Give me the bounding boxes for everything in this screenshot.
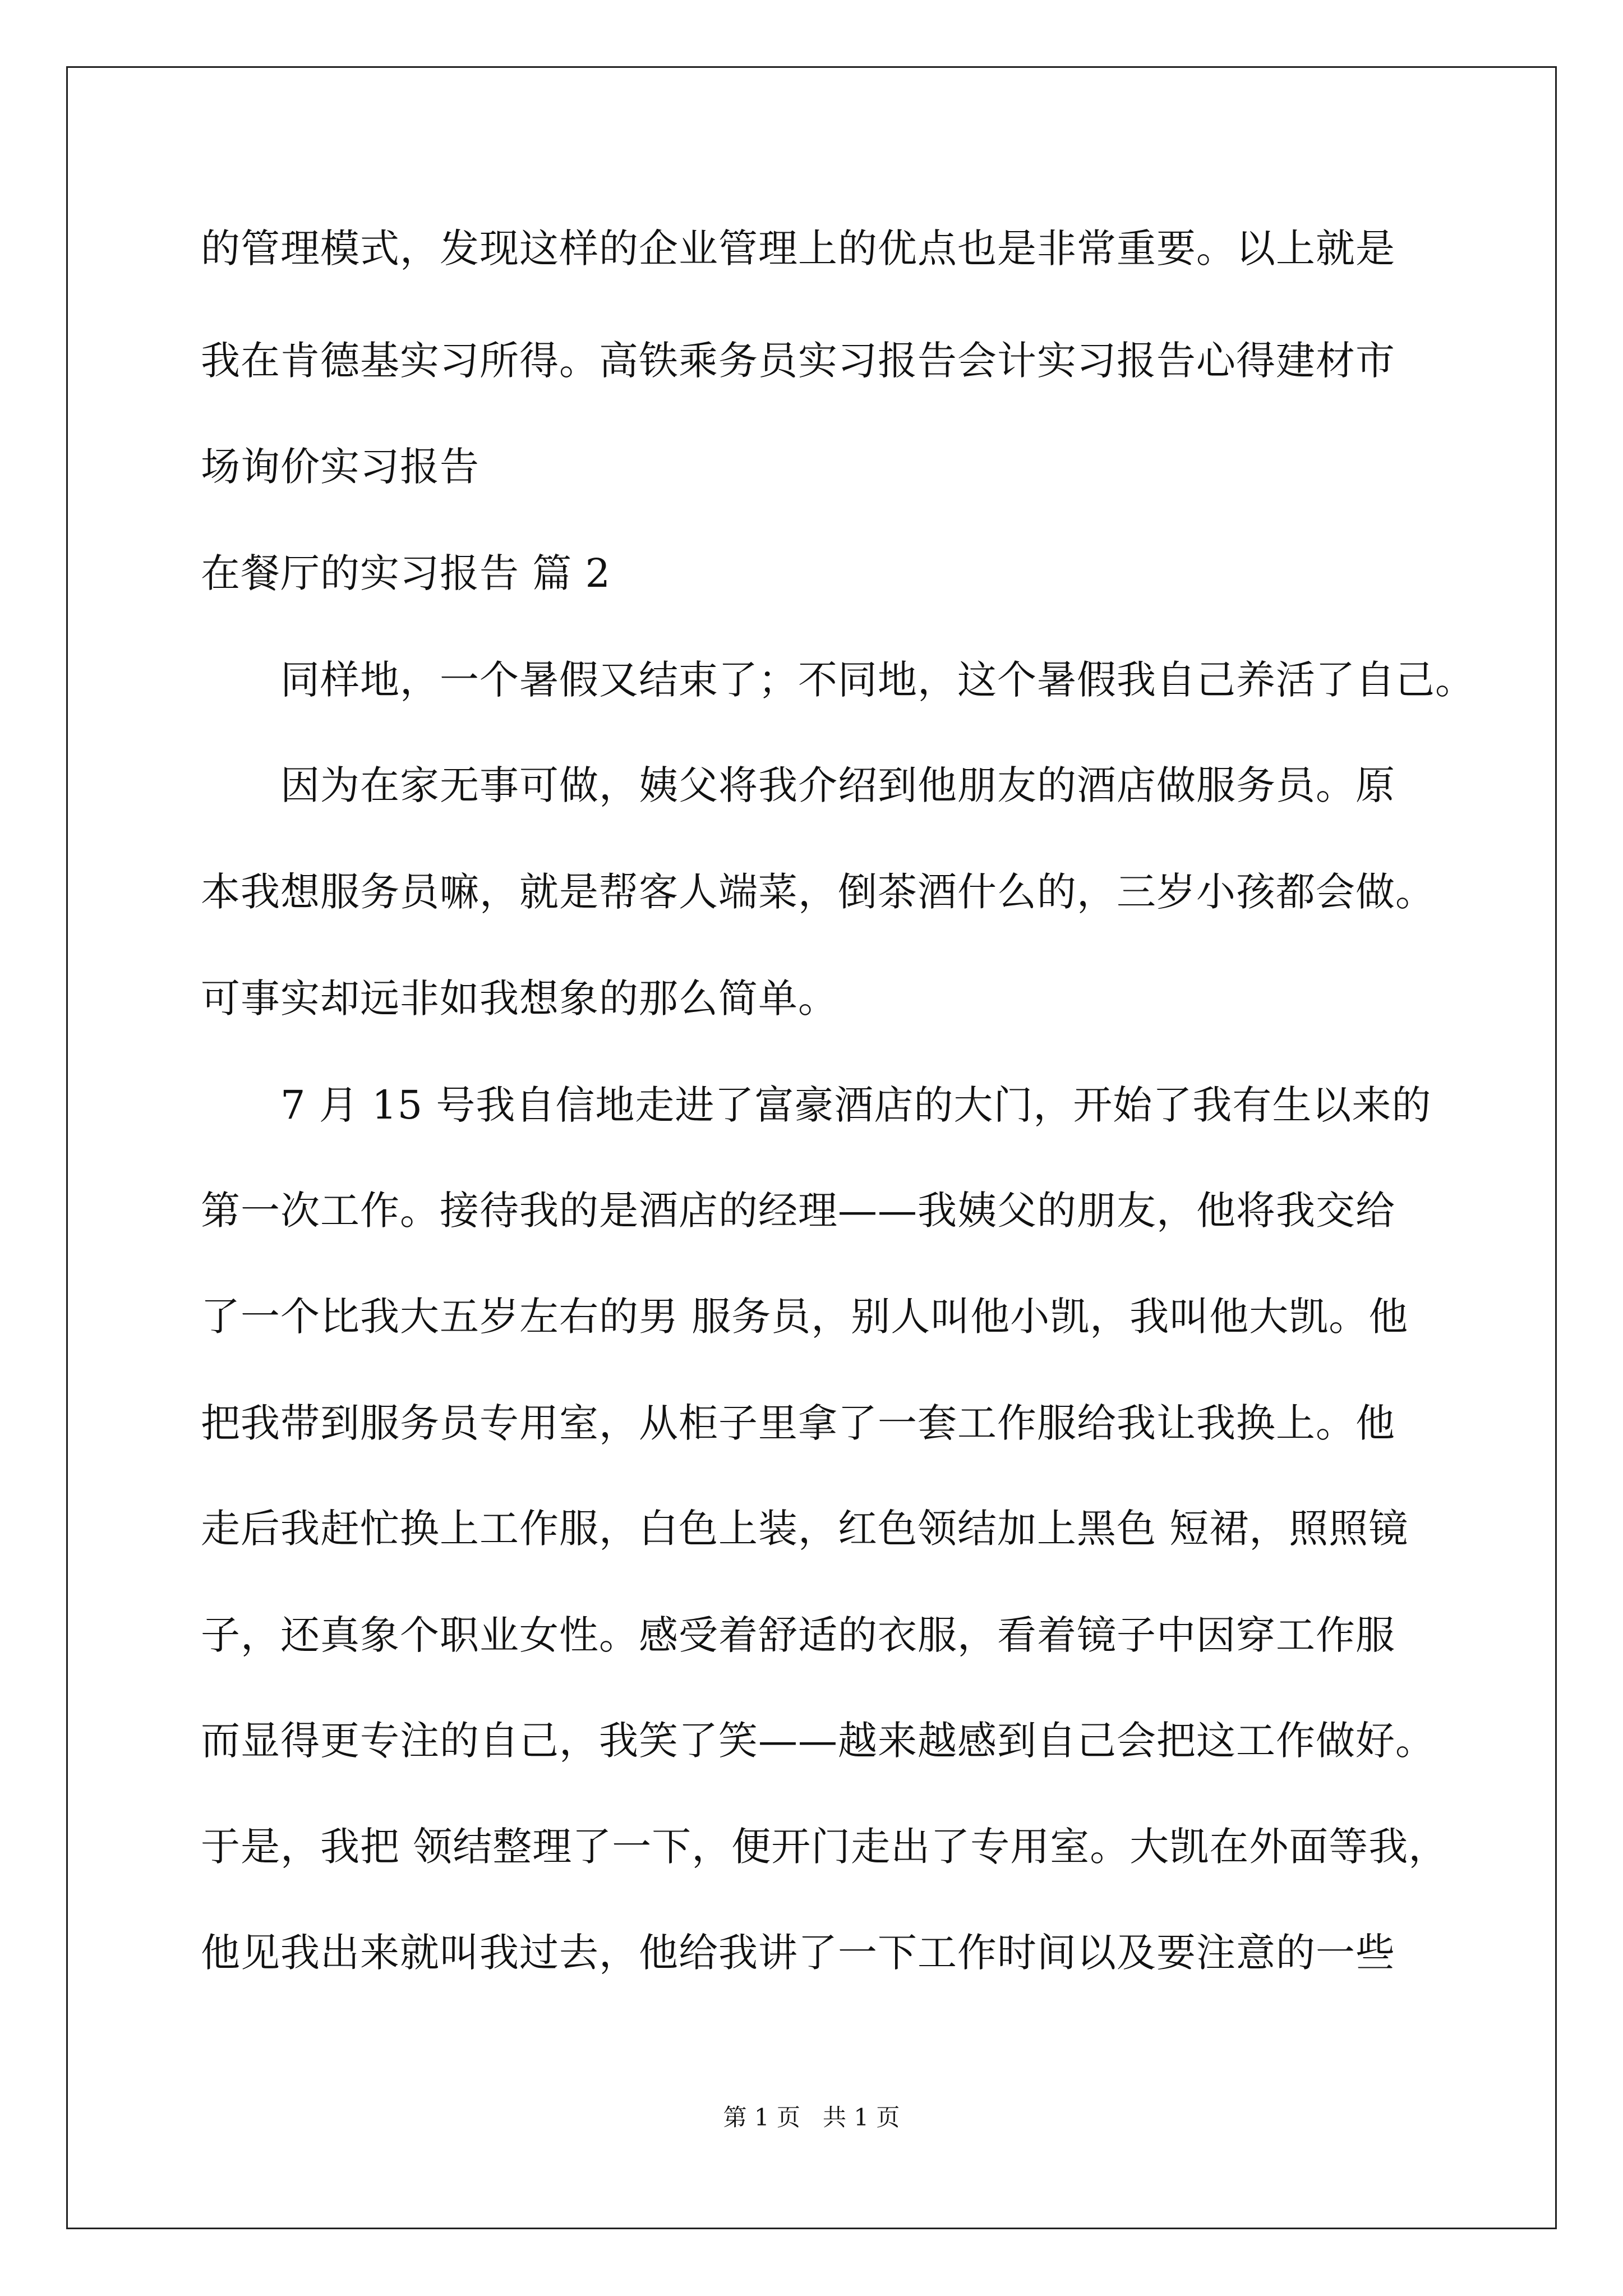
- page-number: 第 1 页: [723, 2104, 800, 2131]
- text-line-16: 于是，我把 领结整理了一下，便开门走出了专用室。大凯在外面等我，: [201, 1824, 1449, 1870]
- text-line-5: 同样地，一个暑假又结束了；不同地，这个暑假我自己养活了自己。: [280, 657, 1475, 703]
- text-line-15: 而显得更专注的自己，我笑了笑——越来越感到自己会把这工作做好。: [201, 1718, 1435, 1764]
- page-footer: [0, 2101, 1623, 2134]
- text-line-14: 子，还真象个职业女性。感受着舒适的衣服，看着镜子中因穿工作服: [201, 1612, 1395, 1658]
- text-line-12: 把我带到服务员专用室，从柜子里拿了一套工作服给我让我换上。他: [201, 1400, 1395, 1446]
- text-line-2: 我在肯德基实习所得。高铁乘务员实习报告会计实习报告心得建材市: [201, 338, 1395, 384]
- text-line-1: 的管理模式，发现这样的企业管理上的优点也是非常重要。以上就是: [201, 226, 1395, 272]
- page-border: [66, 66, 1557, 2229]
- text-line-8: 可事实却远非如我想象的那么简单。: [201, 976, 838, 1022]
- text-line-17: 他见我出来就叫我过去，他给我讲了一下工作时间以及要注意的一些: [201, 1930, 1395, 1976]
- text-line-3: 场询价实习报告: [201, 444, 479, 490]
- text-line-11: 了一个比我大五岁左右的男 服务员，别人叫他小凯，我叫他大凯。他: [201, 1294, 1409, 1340]
- page-total: 共 1 页: [823, 2104, 900, 2131]
- text-line-13: 走后我赶忙换上工作服，白色上装，红色领结加上黑色 短裙，照照镜: [201, 1506, 1409, 1552]
- text-line-7: 本我想服务员嘛，就是帮客人端菜，倒茶酒什么的，三岁小孩都会做。: [201, 869, 1435, 915]
- section-heading: 在餐厅的实习报告 篇 2: [201, 550, 611, 596]
- text-line-9: 7 月 15 号我自信地走进了富豪酒店的大门，开始了我有生以来的: [280, 1082, 1432, 1128]
- text-line-10: 第一次工作。接待我的是酒店的经理——我姨父的朋友，他将我交给: [201, 1188, 1395, 1234]
- text-line-6: 因为在家无事可做，姨父将我介绍到他朋友的酒店做服务员。原: [280, 762, 1395, 808]
